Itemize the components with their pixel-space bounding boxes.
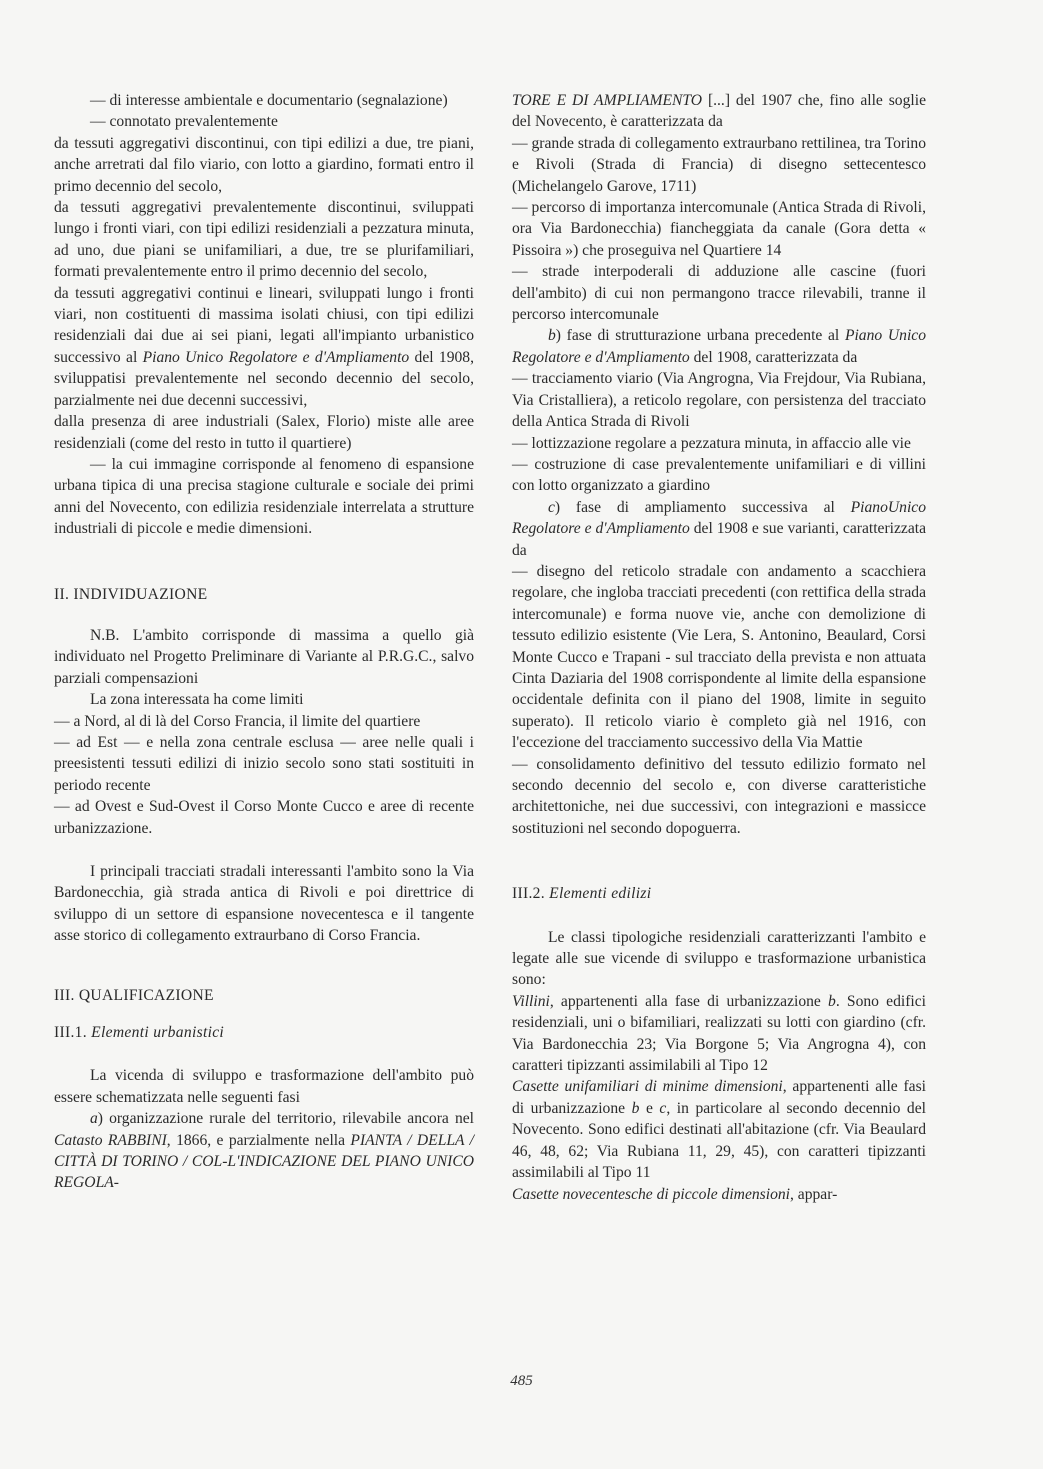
paragraph: b) fase di strutturazione urbana precedente al Piano Unico Regolatore e d'Ampliamento del 1908, caratterizzata da [512, 327, 926, 366]
paragraph: N.B. L'ambito corrisponde di massima a quello già individuato nel Progetto Preliminare di Variante al P.R.G.C., salvo parziali compensazioni [54, 626, 474, 687]
paragraph: — lottizzazione regolare a pezzatura minuta, in affaccio alle vie [512, 434, 911, 452]
paragraph: — disegno del reticolo stradale con andamento a scacchiera regolare, che ingloba tracciati precedenti (con rettifica della strada intercomunale) e forma nuove vie, anche con demolizione di tessuto edilizio esistente (Vie Lera, S. Antonino, Beaulard, Corsi Monte Cucco e Trapani - sul tracciato della prevista e non attuata Cinta Daziaria del 1908 corrispondente al limite della espansione occidentale definita con il piano del 1908, limite in seguito superato). Il reticolo viario è completo già nel 1916, con l'eccezione del tracciamento successivo della Via Mattie [512, 562, 926, 752]
paragraph: — a Nord, al di là del Corso Francia, il limite del quartiere [54, 712, 421, 730]
paragraph: — la cui immagine corrisponde al fenomeno di espansione urbana tipica di una precisa stagione culturale e sociale dei primi anni del Novecento, con edilizia residenziale interrelata a strutture industriali di piccole e medie dimensioni. [54, 455, 474, 538]
paragraph: a) organizzazione rurale del territorio, rilevabile ancora nel Catasto RABBINI, 1866, e parzialmente nella PIANTA / DELLA / CITTÀ DI TORINO / COL-L'INDICAZIONE DEL PIANO UNICO REGOLA- [54, 1110, 474, 1192]
paragraph: — tracciamento viario (Via Angrogna, Via Frejdour, Via Rubiana, Via Cristalliera), a reticolo regolare, con persistenza del tracciato della Antica Strada di Rivoli [512, 370, 926, 431]
section-heading: II. INDIVIDUAZIONE [54, 585, 208, 603]
paragraph: da tessuti aggregativi discontinui, con tipi edilizi a due, tre piani, anche arretrati dal filo viario, con lotto a giardino, formati entro il primo decennio del secolo, [54, 134, 474, 195]
paragraph: — ad Est — e nella zona centrale esclusa — aree nelle quali i preesistenti tessuti edilizi di inizio secolo sono stati sostituiti in periodo recente [54, 733, 474, 794]
paragraph: La zona interessata ha come limiti [90, 691, 304, 709]
subsection-heading: III.2. Elementi edilizi [512, 885, 652, 903]
right-column [512, 90, 926, 1205]
page-number: 485 [510, 1373, 533, 1389]
paragraph: — connotato prevalentemente [90, 113, 278, 131]
paragraph: Villini, appartenenti alla fase di urbanizzazione b. Sono edifici residenziali, uni o bifamiliari, realizzati su lotti con giardino (cfr. Via Bardonecchia 23; Via Borgone 5; Via Angrogna 4), con caratteri tipizzanti assimilabili al Tipo 12 [512, 992, 926, 1075]
paragraph: c) fase di ampliamento successiva al PianoUnico Regolatore e d'Ampliamento del 1908 e sue varianti, caratterizzata da [512, 498, 926, 559]
paragraph: — strade interpoderali di adduzione alle cascine (fuori dell'ambito) di cui non permangono tracce rilevabili, tranne il percorso intercomunale [512, 263, 926, 324]
paragraph: — costruzione di case prevalentemente unifamiliari e di villini con lotto organizzato a giardino [512, 455, 926, 495]
paragraph: — percorso di importanza intercomunale (Antica Strada di Rivoli, ora Via Bardonecchia) fiancheggiata da canale (Gora detta « Pissoira ») che proseguiva nel Quartiere 14 [512, 199, 926, 259]
paragraph: Casette novecentesche di piccole dimensioni, appar- [512, 1185, 838, 1203]
paragraph: Le classi tipologiche residenziali caratterizzanti l'ambito e legate alle sue vicende di sviluppo e trasformazione urbanistica sono: [512, 928, 926, 989]
left-column [54, 90, 474, 1194]
paragraph: — grande strada di collegamento extraurbano rettilinea, tra Torino e Rivoli (Strada di Francia) di disegno settecentesco (Michelangelo Garove, 1711) [512, 134, 926, 195]
paragraph: — consolidamento definitivo del tessuto edilizio formato nel secondo decennio del secolo e, con diverse caratteristiche architettoniche, nei due successivi, con integrazioni e massicce sostituzioni nel secondo dopoguerra. [512, 755, 926, 837]
paragraph: dalla presenza di aree industriali (Salex, Florio) miste alle aree residenziali (come del resto in tutto il quartiere) [54, 413, 474, 452]
paragraph: — di interesse ambientale e documentario (segnalazione) [90, 92, 448, 109]
paragraph: — ad Ovest e Sud-Ovest il Corso Monte Cucco e aree di recente urbanizzazione. [54, 798, 474, 837]
paragraph: da tessuti aggregativi prevalentemente discontinui, sviluppati lungo i fronti viari, con tipi edilizi residenziali a pezzatura minuta, ad uno, due piani se unifamiliari, a due, tre se plurifamiliari, formati prevalentemente entro il primo decennio del secolo, [54, 199, 474, 281]
paragraph: Casette unifamiliari di minime dimensioni, appartenenti alle fasi di urbanizzazione b e c, in particolare al secondo decennio del Novecento. Sono edifici destinati all'abitazione (cfr. Via Beaulard 46, 48, 62; Via Rubiana 11, 29, 45), con caratteri tipizzanti assimilabili al Tipo 11 [512, 1078, 926, 1182]
paragraph: da tessuti aggregativi continui e lineari, sviluppati lungo i fronti viari, non costituenti di massima isolati chiusi, con tipi edilizi residenziali dai due ai sei piani, legati all'impianto urbanistico successivo al Piano Unico Regolatore e d'Ampliamento del 1908, sviluppatisi prevalentemente nel secondo decennio del secolo, parzialmente nei due decenni successivi, [54, 284, 474, 409]
paragraph: TORE E DI AMPLIAMENTO [...] del 1907 che, fino alle soglie del Novecento, è caratterizzata da [512, 92, 926, 131]
paragraph: La vicenda di sviluppo e trasformazione dell'ambito può essere schematizzata nelle seguenti fasi [54, 1067, 474, 1106]
subsection-heading: III.1. Elementi urbanistici [54, 1024, 225, 1042]
section-heading: III. QUALIFICAZIONE [54, 986, 214, 1004]
paragraph: I principali tracciati stradali interessanti l'ambito sono la Via Bardonecchia, già strada antica di Rivoli e poi direttrice di sviluppo di un settore di espansione novecentesca e il tangente asse storico di collegamento extraurbano di Corso Francia. [54, 863, 474, 945]
